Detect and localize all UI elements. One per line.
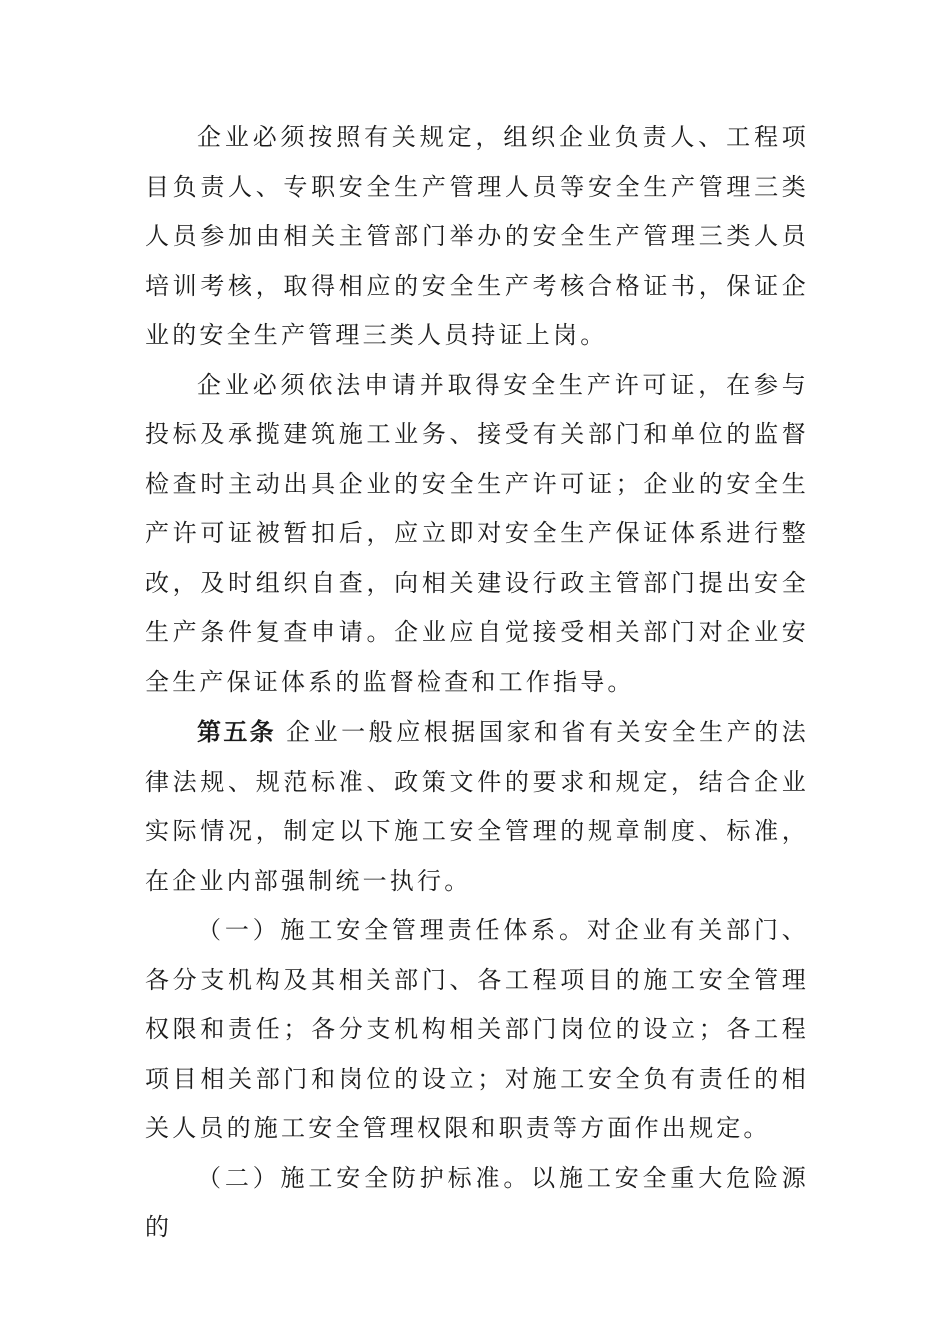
document-page bbox=[145, 113, 809, 1253]
article-heading: 第五条 bbox=[197, 717, 277, 746]
paragraph-training-requirement: 企业必须按照有关规定，组织企业负责人、工程项目负责人、专职安全生产管理人员等安全生产管理三类人员参加由相关主管部门举办的安全生产管理三类人员培训考核，取得相应的安全生产考核合格证书，保证企业的安全生产管理三类人员持证上岗。 bbox=[145, 123, 809, 349]
article-five-text: 企业一般应根据国家和省有关安全生产的法律法规、规范标准、政策文件的要求和规定，结合企业实际情况，制定以下施工安全管理的规章制度、标准，在企业内部强制统一执行。 bbox=[145, 718, 809, 895]
paragraph-article-five bbox=[145, 707, 809, 906]
paragraph-item-one: （一）施工安全管理责任体系。对企业有关部门、各分支机构及其相关部门、各工程项目的施工安全管理权限和责任；各分支机构相关部门岗位的设立；各工程项目相关部门和岗位的设立；对施工安全负有责任的相关人员的施工安全管理权限和职责等方面作出规定。 bbox=[145, 916, 809, 1142]
paragraph-safety-license: 企业必须依法申请并取得安全生产许可证，在参与投标及承揽建筑施工业务、接受有关部门和单位的监督检查时主动出具企业的安全生产许可证；企业的安全生产许可证被暂扣后，应立即对安全生产保证体系进行整改，及时组织自查，向相关建设行政主管部门提出安全生产条件复查申请。企业应自觉接受相关部门对企业安全生产保证体系的监督检查和工作指导。 bbox=[145, 370, 809, 696]
paragraph-item-two: （二）施工安全防护标准。以施工安全重大危险源的 bbox=[145, 1163, 809, 1241]
